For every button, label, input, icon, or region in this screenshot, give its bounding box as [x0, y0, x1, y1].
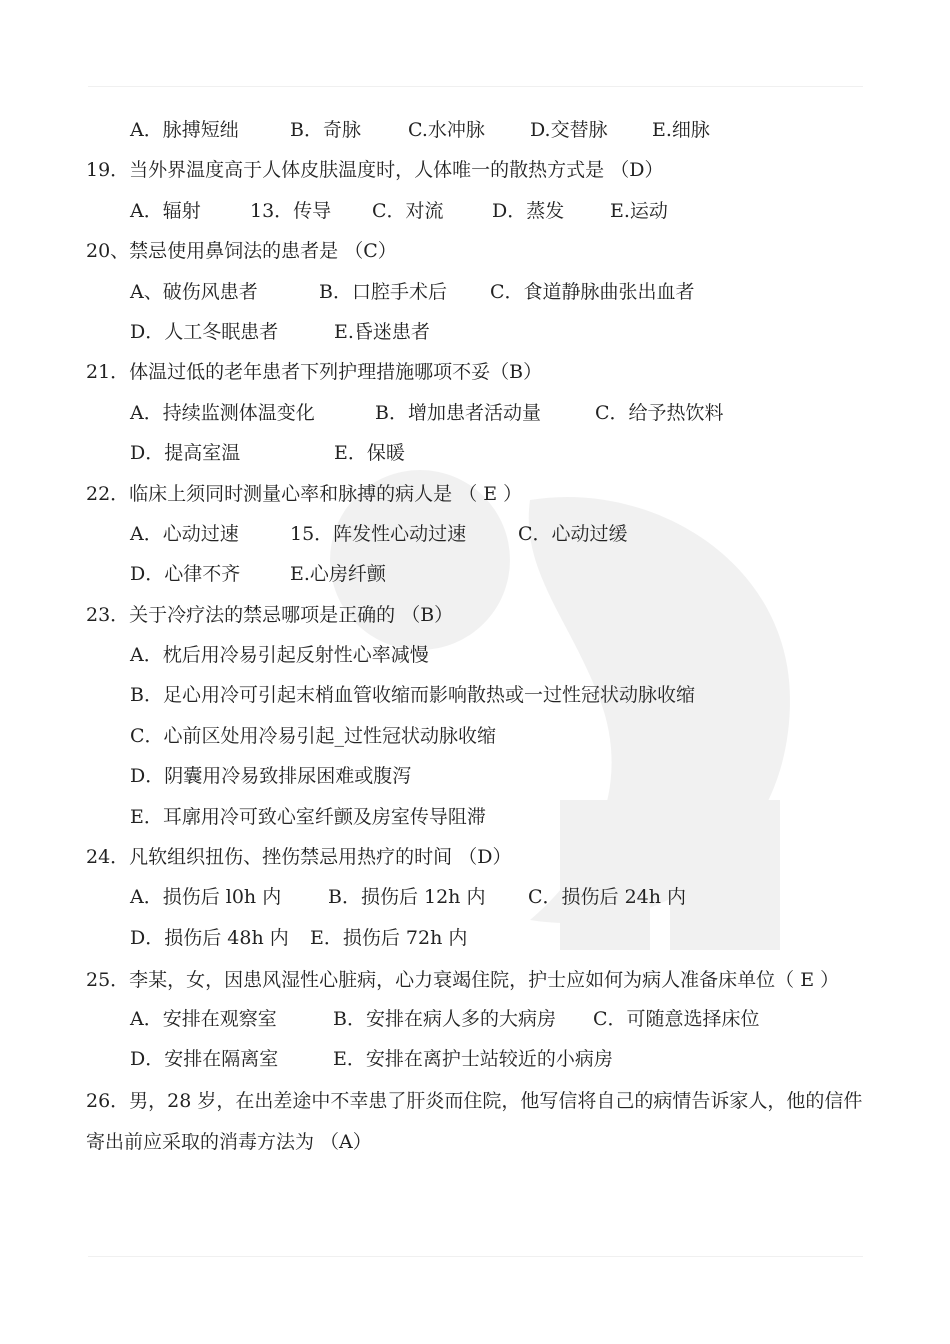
options-line	[0, 1001, 950, 1041]
question-text-wrapped: 26．男，28 岁，在出差途中不幸患了肝炎而住院，他写信将自己的病情告诉家人，他的信件寄出前应采取的消毒方法为 （A）	[86, 1090, 863, 1153]
answer-option: A．心动过速	[130, 522, 239, 545]
answer-option: C．对流	[372, 199, 444, 222]
answer-option: C．可随意选择床位	[593, 1007, 760, 1030]
options-line	[0, 758, 950, 798]
answer-option: D．损伤后 48h 内	[130, 926, 289, 949]
answer-option: D．蒸发	[492, 199, 565, 222]
question-list	[0, 112, 950, 1162]
options-line	[0, 879, 950, 919]
question-text: 19．当外界温度高于人体皮肤温度时，人体唯一的散热方式是 （D）	[86, 159, 664, 182]
header-rule	[88, 86, 863, 87]
answer-option: B．奇脉	[290, 119, 361, 141]
options-line	[0, 274, 950, 314]
question-text: 24．凡软组织扭伤、挫伤禁忌用热疗的时间 （D）	[86, 846, 512, 869]
options-line	[0, 556, 950, 596]
question-text: 20、禁忌使用鼻饲法的患者是 （C）	[86, 240, 397, 263]
question-text: 21．体温过低的老年患者下列护理措施哪项不妥（B）	[86, 361, 543, 384]
options-line	[0, 395, 950, 435]
answer-option: E.心房纤颤	[290, 563, 386, 586]
answer-option: E.昏迷患者	[334, 320, 430, 343]
answer-option: E.运动	[610, 199, 668, 222]
answer-option: C．心前区处用冷易引起_过性冠状动脉收缩	[130, 724, 497, 747]
options-line	[0, 314, 950, 354]
options-line	[0, 516, 950, 556]
answer-option: B．足心用冷可引起末梢血管收缩而影响散热或一过性冠状动脉收缩	[130, 684, 695, 707]
answer-option: D．阴囊用冷易致排尿困难或腹泻	[130, 765, 412, 788]
answer-option: B．安排在病人多的大病房	[333, 1007, 556, 1030]
answer-option: C．食道静脉曲张出血者	[490, 280, 695, 303]
answer-option: A．脉搏短绌	[130, 119, 239, 141]
answer-option: 13．传导	[250, 199, 332, 222]
answer-option: D．安排在隔离室	[130, 1048, 279, 1070]
options-line	[0, 718, 950, 758]
answer-option: D．心律不齐	[130, 563, 241, 586]
options-line	[0, 435, 950, 475]
answer-option: A．辐射	[130, 199, 201, 222]
answer-option: C.水冲脉	[408, 119, 485, 141]
answer-option: D．人工冬眠患者	[130, 320, 279, 343]
answer-option: E．保暖	[334, 442, 405, 465]
answer-option: E.细脉	[652, 119, 710, 141]
options-line	[0, 799, 950, 839]
question-text: 22．临床上须同时测量心率和脉搏的病人是 （ E ）	[86, 482, 523, 505]
answer-option: E．耳廓用冷可致心室纤颤及房室传导阻滞	[130, 805, 486, 828]
options-line	[0, 637, 950, 677]
answer-option: E．安排在离护士站较近的小病房	[333, 1048, 613, 1070]
answer-option: D.交替脉	[530, 119, 608, 141]
answer-option: B．损伤后 12h 内	[328, 886, 486, 909]
answer-option: A．安排在观察室	[130, 1007, 277, 1030]
question-text-wrapped: 25．李某，女，因患风湿性心脏病，心力衰竭住院，护士应如何为病人准备床单位（ E ）	[86, 969, 840, 992]
question-text: 23．关于冷疗法的禁忌哪项是正确的 （B）	[86, 603, 454, 626]
answer-option: C．损伤后 24h 内	[528, 886, 687, 909]
options-line	[0, 1041, 950, 1081]
answer-option: C．给予热饮料	[595, 401, 724, 424]
answer-option: A．枕后用冷易引起反射性心率减慢	[130, 644, 429, 667]
answer-option: B．口腔手术后	[319, 280, 447, 303]
options-line	[0, 112, 950, 152]
options-line	[0, 920, 950, 960]
answer-option: A．持续监测体温变化	[130, 401, 315, 424]
answer-option: D．提高室温	[130, 442, 241, 465]
options-line	[0, 193, 950, 233]
answer-option: C．心动过缓	[518, 522, 628, 545]
answer-option: E．损伤后 72h 内	[310, 926, 468, 949]
answer-option: 15．阵发性心动过速	[290, 522, 467, 545]
answer-option: A．损伤后 l0h 内	[130, 886, 282, 909]
options-line	[0, 677, 950, 717]
answer-option: B．增加患者活动量	[375, 401, 541, 424]
answer-option: A、破伤风患者	[130, 280, 258, 303]
footer-rule	[88, 1256, 863, 1257]
